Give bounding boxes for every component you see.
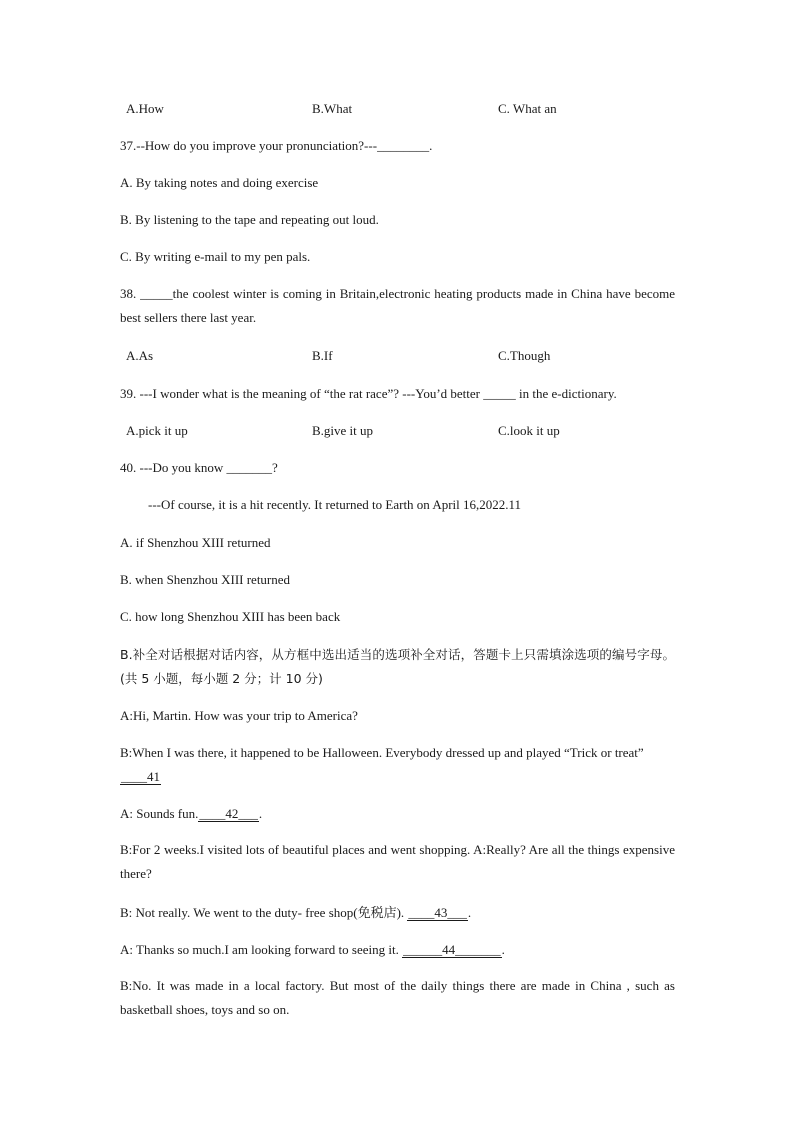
question-40-stem: 40. ---Do you know _______? [120,460,278,475]
answer-blank: ________ [377,138,430,153]
question-37-option-a: A. By taking notes and doing exercise [120,175,319,190]
answer-blank: ____41 [121,769,160,784]
dialogue-line-3: A: Sounds fun.____42___. [120,806,263,821]
option-a: A.As [126,348,154,363]
option-b: B.give it up [312,423,374,438]
option-c: C.Though [498,348,551,363]
dialogue-line-7: B:No. It was made in a local factory. But most of the daily things there are made in China , such as basketball shoes, toys and so on. [120,978,675,1017]
answer-blank: ____42___ [199,806,258,821]
dialogue-line-6: A: Thanks so much.I am looking forward to seeing it. ______44_______. [120,942,505,957]
dialogue-blank-41 [120,768,675,786]
option-a: A.pick it up [126,423,188,438]
option-b: B.What [312,101,353,116]
answer-blank: _____ [140,286,173,301]
question-38-stem: 38. _____the coolest winter is coming in Britain,electronic heating products made in China have become best sellers there last year. [120,286,675,325]
dialogue-line-4: B:For 2 weeks.I visited lots of beautiful places and went shopping. A:Really? Are all the things expensive there? [120,842,675,881]
option-c: C.look it up [498,423,560,438]
question-40-option-c: C. how long Shenzhou XIII has been back [120,609,341,624]
question-37-option-b: B. By listening to the tape and repeating out loud. [120,212,379,227]
option-b: B.If [312,348,333,363]
answer-blank: ______44_______ [403,942,501,957]
question-37-option-c: C. By writing e-mail to my pen pals. [120,249,311,264]
question-40-option-b: B. when Shenzhou XIII returned [120,572,291,587]
dialogue-line-1: A:Hi, Martin. How was your trip to America? [120,708,358,723]
dialogue-line-5: B: Not really. We went to the duty- free shop(免税店). ____43___. [120,905,472,920]
question-40-reply: ---Of course, it is a hit recently. It returned to Earth on April 16,2022.11 [148,497,522,512]
question-36-options [126,100,686,118]
question-37-stem: 37.--How do you improve your pronunciation?---________. [120,138,433,153]
question-38-options [126,347,686,365]
option-c: C. What an [498,101,557,116]
answer-blank: _______ [226,460,273,475]
section-b-instruction: B.补全对话根据对话内容，从方框中选出适当的选项补全对话，答题卡上只需填涂选项的编号字母。(共 5 小题，每小题 2 分；计 10 分) [120,647,675,686]
answer-blank: _____ [483,386,516,401]
option-a: A.How [126,101,164,116]
question-40-option-a: A. if Shenzhou XIII returned [120,535,271,550]
answer-blank: ____43___ [408,905,467,920]
question-39-stem: 39. ---I wonder what is the meaning of “the rat race”? ---You’d better _____ in the e-dictionary. [120,386,617,401]
dialogue-line-2: B:When I was there, it happened to be Halloween. Everybody dressed up and played “Trick or treat” [120,745,644,760]
question-39-options [126,422,686,440]
